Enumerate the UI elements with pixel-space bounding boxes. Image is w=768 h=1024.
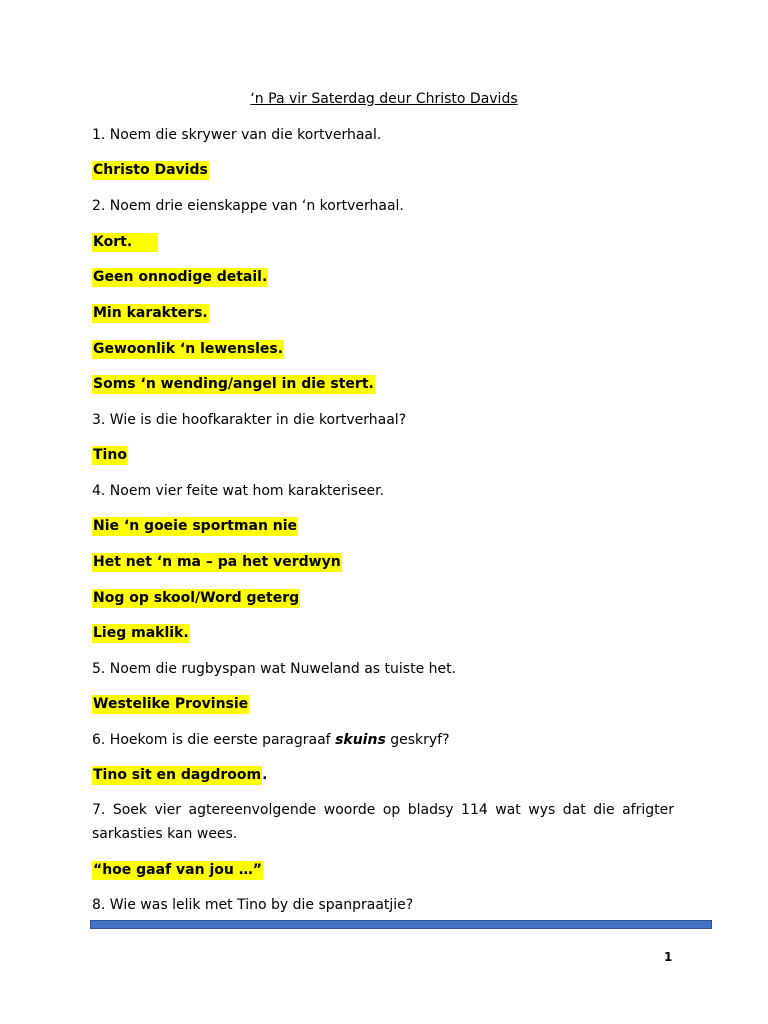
question-6-before: 6. Hoekom is die eerste paragraaf bbox=[92, 732, 336, 748]
page-number: 1 bbox=[664, 950, 673, 964]
question-2: 2. Noem drie eienskappe van ‘n kortverhaal. bbox=[92, 198, 404, 214]
answer-2-item-text: Kort. bbox=[92, 233, 158, 252]
question-6-emphasis: skuins bbox=[335, 732, 386, 748]
answer-4-item bbox=[92, 553, 342, 571]
answer-2-item-text: Gewoonlik ‘n lewensles. bbox=[93, 341, 284, 357]
answer-2-item-text: Soms ‘n wending/angel in die stert. bbox=[93, 376, 374, 392]
document-title-text: ‘n Pa vir Saterdag deur Christo Davids bbox=[250, 91, 518, 107]
question-4: 4. Noem vier feite wat hom karakteriseer. bbox=[92, 483, 385, 499]
question-3: 3. Wie is die hoofkarakter in die kortverhaal? bbox=[92, 412, 407, 428]
answer-6 bbox=[92, 766, 267, 784]
answer-2-item bbox=[92, 375, 375, 393]
answer-6-end: . bbox=[262, 767, 268, 783]
answer-1 bbox=[92, 161, 209, 179]
answer-7 bbox=[92, 861, 263, 879]
answer-4-item bbox=[92, 589, 300, 607]
answer-5-text: Westelike Provinsie bbox=[93, 696, 249, 712]
answer-7-text: “hoe gaaf van jou …” bbox=[93, 862, 262, 878]
question-7: 7. Soek vier agtereenvolgende woorde op bladsy 114 wat wys dat die afrigter sarkasties kan wees. bbox=[92, 802, 674, 842]
answer-4-item-text: Nie ‘n goeie sportman nie bbox=[93, 518, 298, 534]
question-6 bbox=[92, 731, 450, 749]
answer-2-item bbox=[92, 304, 209, 322]
footer-divider-bar bbox=[90, 920, 712, 929]
answer-3 bbox=[92, 446, 128, 464]
question-5: 5. Noem die rugbyspan wat Nuweland as tuiste het. bbox=[92, 661, 457, 677]
answer-5 bbox=[92, 695, 249, 713]
answer-2-item-text: Geen onnodige detail. bbox=[93, 269, 268, 285]
answer-1-text: Christo Davids bbox=[93, 162, 208, 178]
answer-4-item-text: Nog op skool/Word geterg bbox=[93, 590, 300, 606]
answer-4-item-text: Het net ‘n ma – pa het verdwyn bbox=[93, 554, 341, 570]
answer-3-text: Tino bbox=[93, 447, 127, 463]
question-1: 1. Noem die skrywer van die kortverhaal. bbox=[92, 127, 382, 143]
answer-2-item-text: Min karakters. bbox=[93, 305, 208, 321]
document-title bbox=[0, 90, 768, 108]
answer-2-item bbox=[92, 233, 158, 251]
answer-2-item bbox=[92, 268, 268, 286]
answer-6-text: Tino sit en dagdroom bbox=[93, 767, 262, 783]
answer-4-item-text: Lieg maklik. bbox=[93, 625, 189, 641]
answer-4-item bbox=[92, 517, 298, 535]
answer-4-item bbox=[92, 624, 190, 642]
question-8: 8. Wie was lelik met Tino by die spanpraatjie? bbox=[92, 897, 414, 913]
answer-2-item bbox=[92, 340, 284, 358]
question-6-after: geskryf? bbox=[385, 732, 450, 748]
